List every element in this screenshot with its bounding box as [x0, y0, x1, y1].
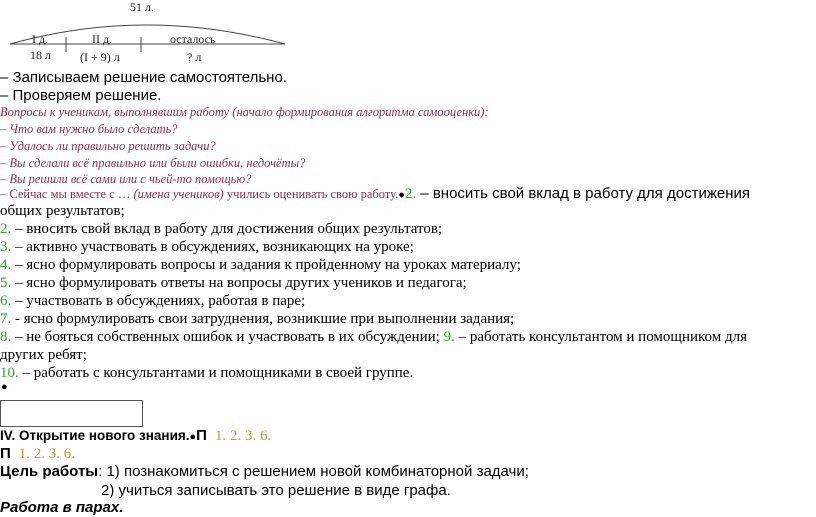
- inline-item-num: 2.: [404, 186, 417, 202]
- question-2: – Удалось ли правильно решить задачи?: [0, 139, 216, 153]
- goal-text-1: : 1) познакомиться с решением новой комбинаторной задачи;: [98, 463, 529, 480]
- list-item-num: 6.: [0, 293, 12, 309]
- bullet-2: ●: [1, 381, 8, 393]
- list-item-text: – активно участвовать в обсуждениях, возникающих на уроке;: [11, 239, 414, 255]
- list-item: [0, 275, 467, 292]
- list-item-num: 4.: [0, 257, 12, 273]
- question-last-line: [0, 185, 750, 203]
- list-item-num: 10.: [0, 365, 19, 381]
- section-heading-line: [0, 427, 271, 445]
- empty-text-box: [0, 400, 143, 427]
- segment-diagram: [0, 0, 300, 70]
- list-item-num: 7.: [0, 311, 12, 327]
- question-last-a: – Сейчас мы вместе с …: [0, 187, 131, 201]
- list-item: [0, 311, 514, 328]
- list-item: [0, 239, 414, 256]
- pair-work-heading: Работа в парах.: [0, 499, 124, 516]
- list-item-num: 8.: [0, 329, 12, 345]
- segment-label-1: I д.: [32, 32, 49, 46]
- list-item: [0, 221, 442, 238]
- list-item-num: 2.: [0, 221, 12, 237]
- list-item-num: 3.: [0, 239, 12, 255]
- question-4: – Вы решили всё сами или с чьей-то помощью?: [0, 172, 252, 186]
- segment-value-2: (I + 9) л: [80, 50, 120, 64]
- list-item-text: – работать с консультантами и помощниками в своей группе.: [18, 365, 414, 381]
- segment-label-2: II д.: [92, 32, 113, 46]
- list-item-10: [0, 365, 413, 382]
- diagram-total: 51 л.: [130, 0, 154, 14]
- list-item-text: – ясно формулировать вопросы и задания к пройденному на уроках материалу;: [11, 257, 521, 273]
- question-last-c: учились оценивать свою работу.: [223, 187, 399, 201]
- list-item: [0, 257, 521, 274]
- list-item-text: – не бояться собственных ошибок и участвовать в их обсуждении;: [11, 329, 444, 345]
- total-arc: [10, 25, 285, 44]
- list-item-9-cont: других ребят;: [0, 347, 87, 363]
- inline-item-cont: общих результатов;: [0, 203, 125, 219]
- section-p-label: П: [196, 427, 207, 444]
- question-1: – Что вам нужно было сделать?: [0, 122, 178, 136]
- bullet-3: ●: [189, 431, 197, 443]
- question-last-names: (имена учеников): [130, 187, 224, 201]
- goal-line-1: [0, 463, 529, 480]
- list-item-num: 5.: [0, 275, 12, 291]
- question-3: – Вы сделали всё правильно или были ошибки, недочёты?: [0, 156, 306, 170]
- goal-line-2: 2) учиться записывать это решение в виде графа.: [101, 482, 451, 499]
- goal-label: Цель работы: [0, 463, 99, 480]
- p-line: [0, 445, 75, 463]
- list-item-8-9: [0, 329, 747, 346]
- step-1: – Записываем решение самостоятельно.: [0, 69, 287, 86]
- questions-intro: Вопросы к ученикам, выполнявшим работу (начало формирования алгоритма самооценки):: [0, 105, 489, 119]
- list-item-text: – работать консультантом и помощником для: [454, 329, 748, 345]
- section-p-nums: 1. 2. 3. 6.: [214, 428, 272, 444]
- list-item-num: 9.: [443, 329, 455, 345]
- section-title: IV. Открытие нового знания.: [0, 428, 190, 443]
- segment-value-3: ? л: [187, 50, 202, 64]
- list-item-text: – ясно формулировать ответы на вопросы других учеников и педагога;: [11, 275, 467, 291]
- segment-value-1: 18 л: [30, 48, 51, 62]
- list-item-text: – участвовать в обсуждениях, работая в паре;: [11, 293, 306, 309]
- p-nums: 1. 2. 3. 6.: [18, 446, 76, 462]
- list-item-text: – вносить свой вклад в работу для достижения общих результатов;: [11, 221, 443, 237]
- list-item: [0, 293, 305, 310]
- list-item-text: - ясно формулировать свои затруднения, возникшие при выполнении задания;: [11, 311, 515, 327]
- step-2: – Проверяем решение.: [0, 87, 162, 104]
- bullet-1: ●: [398, 189, 405, 201]
- inline-item-text: – вносить свой вклад в работу для достижения: [416, 185, 750, 202]
- p-label: П: [0, 445, 11, 462]
- segment-label-3: осталось: [170, 32, 216, 46]
